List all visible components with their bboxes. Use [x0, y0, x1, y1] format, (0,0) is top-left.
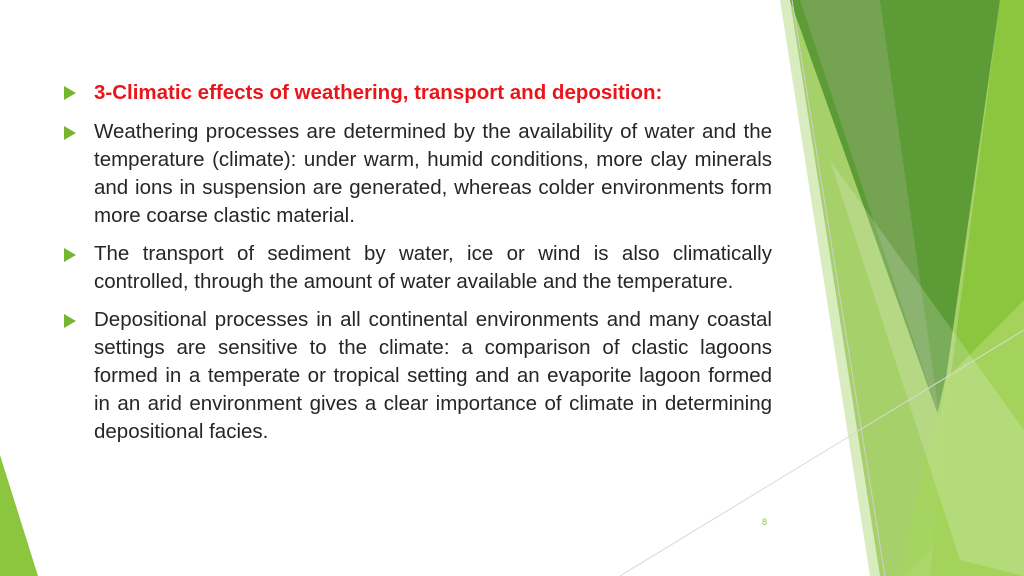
slide-heading: 3-Climatic effects of weathering, transport and deposition: [94, 81, 663, 104]
bullet-text: Depositional processes in all continental environments and many coastal settings are sensitive to the climate: a comparison of clastic lagoons formed in a temperate or tropical setting and an evaporite lagoon formed in an arid environment gives a clear importance of climate in determining depositional facies. [94, 308, 772, 443]
heading-bullet [64, 78, 772, 108]
left-bottom-triangle [0, 455, 38, 576]
bullet-transport [64, 240, 772, 296]
triangle-arrow-icon [64, 126, 76, 140]
content-area [64, 78, 772, 456]
triangle-arrow-icon [64, 86, 76, 100]
bullet-text: Weathering processes are determined by the availability of water and the temperature (climate): under warm, humid conditions, more clay minerals and ions in suspension are generated, whereas colder environments form more coarse clastic material. [94, 120, 772, 227]
bullet-weathering [64, 118, 772, 230]
triangle-arrow-icon [64, 314, 76, 328]
triangle-arrow-icon [64, 248, 76, 262]
bullet-deposition [64, 306, 772, 446]
page-number: 8 [762, 517, 768, 527]
bullet-text: The transport of sediment by water, ice or wind is also climatically controlled, through the amount of water available and the temperature. [94, 242, 772, 293]
